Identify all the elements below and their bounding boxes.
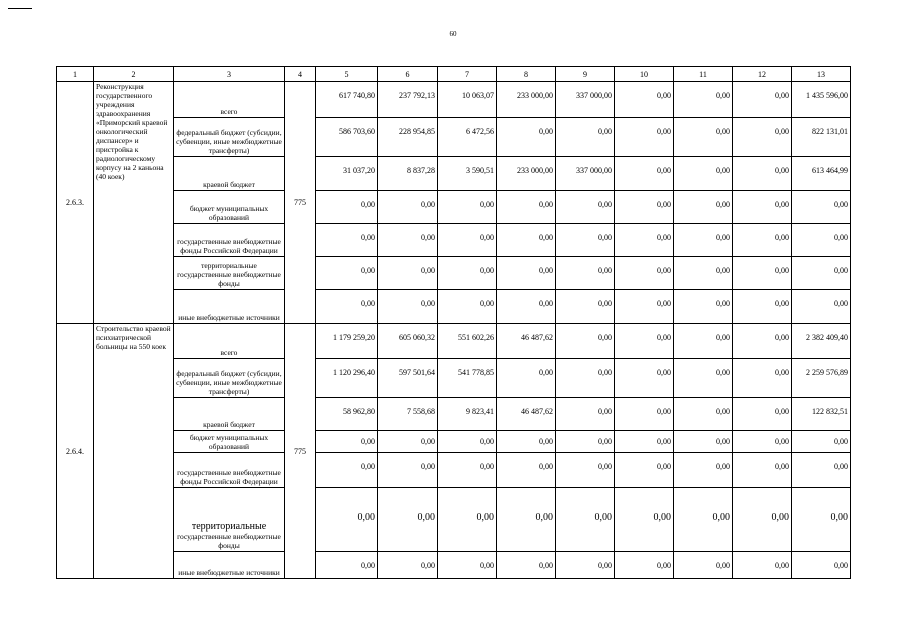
- table-row: [57, 82, 851, 118]
- value-cell: 3 590,51: [438, 157, 497, 191]
- value-cell: 2 382 409,40: [792, 324, 851, 359]
- value-cell: 0,00: [378, 488, 438, 552]
- value-cell: 0,00: [316, 191, 378, 224]
- funding-source: территориальные государственные внебюджетные фонды: [174, 257, 285, 290]
- value-cell: 0,00: [316, 431, 378, 453]
- funding-source-rest: государственные внебюджетные фонды: [177, 532, 281, 550]
- value-cell: 46 487,62: [497, 398, 556, 431]
- value-cell: 0,00: [497, 488, 556, 552]
- funding-source: иные внебюджетные источники: [174, 290, 285, 324]
- value-cell: 0,00: [438, 290, 497, 324]
- table-row: [57, 324, 851, 359]
- value-cell: 0,00: [733, 324, 792, 359]
- value-cell: 0,00: [615, 324, 674, 359]
- value-cell: 0,00: [674, 359, 733, 398]
- table-row: [57, 257, 851, 290]
- funding-source: государственные внебюджетные фонды Российской Федерации: [174, 224, 285, 257]
- value-cell: 0,00: [792, 290, 851, 324]
- value-cell: 0,00: [674, 290, 733, 324]
- value-cell: 0,00: [792, 224, 851, 257]
- value-cell: 0,00: [674, 552, 733, 579]
- value-cell: 0,00: [556, 224, 615, 257]
- value-cell: 0,00: [316, 453, 378, 488]
- value-cell: 0,00: [733, 118, 792, 157]
- value-cell: 58 962,80: [316, 398, 378, 431]
- budget-table: [56, 66, 851, 579]
- value-cell: 0,00: [674, 453, 733, 488]
- column-header: 6: [378, 67, 438, 82]
- value-cell: 541 778,85: [438, 359, 497, 398]
- funding-source: государственные внебюджетные фонды Российской Федерации: [174, 453, 285, 488]
- value-cell: 586 703,60: [316, 118, 378, 157]
- value-cell: 0,00: [497, 359, 556, 398]
- value-cell: 337 000,00: [556, 157, 615, 191]
- value-cell: 0,00: [733, 157, 792, 191]
- value-cell: 0,00: [615, 398, 674, 431]
- value-cell: 0,00: [615, 552, 674, 579]
- value-cell: 2 259 576,89: [792, 359, 851, 398]
- value-cell: 0,00: [556, 257, 615, 290]
- value-cell: 0,00: [316, 488, 378, 552]
- value-cell: 0,00: [615, 290, 674, 324]
- value-cell: 0,00: [378, 431, 438, 453]
- value-cell: 0,00: [438, 453, 497, 488]
- funding-source: федеральный бюджет (субсидии, субвенции, иные межбюджетные трансферты): [174, 118, 285, 157]
- item-name: Строительство краевой психиатрической больницы на 550 коек: [94, 324, 174, 579]
- table-row: [57, 488, 851, 552]
- funding-source: всего: [174, 324, 285, 359]
- funding-source: бюджет муниципальных образований: [174, 431, 285, 453]
- value-cell: 0,00: [497, 290, 556, 324]
- value-cell: 617 740,80: [316, 82, 378, 118]
- value-cell: 0,00: [615, 157, 674, 191]
- corner-mark: [8, 8, 32, 9]
- value-cell: 0,00: [378, 290, 438, 324]
- value-cell: 0,00: [316, 290, 378, 324]
- funding-source: бюджет муниципальных образований: [174, 191, 285, 224]
- table-row: [57, 552, 851, 579]
- value-cell: 0,00: [497, 431, 556, 453]
- value-cell: 228 954,85: [378, 118, 438, 157]
- value-cell: 1 179 259,20: [316, 324, 378, 359]
- item-code: 2.6.4.: [57, 324, 94, 579]
- value-cell: 0,00: [615, 257, 674, 290]
- value-cell: 0,00: [556, 431, 615, 453]
- value-cell: 0,00: [556, 398, 615, 431]
- column-header: 3: [174, 67, 285, 82]
- value-cell: 337 000,00: [556, 82, 615, 118]
- value-cell: 597 501,64: [378, 359, 438, 398]
- value-cell: 0,00: [733, 431, 792, 453]
- value-cell: 122 832,51: [792, 398, 851, 431]
- column-header: 13: [792, 67, 851, 82]
- page-number: 60: [449, 30, 457, 38]
- header-row: [57, 67, 851, 82]
- value-cell: 822 131,01: [792, 118, 851, 157]
- value-cell: 0,00: [733, 488, 792, 552]
- value-cell: 0,00: [674, 257, 733, 290]
- value-cell: 0,00: [497, 118, 556, 157]
- value-cell: 0,00: [615, 118, 674, 157]
- value-cell: 0,00: [556, 191, 615, 224]
- column-header: 2: [94, 67, 174, 82]
- value-cell: 0,00: [438, 224, 497, 257]
- value-cell: 237 792,13: [378, 82, 438, 118]
- funding-source: всего: [174, 82, 285, 118]
- value-cell: 0,00: [792, 552, 851, 579]
- value-cell: 0,00: [316, 552, 378, 579]
- value-cell: 0,00: [792, 431, 851, 453]
- column-header: 5: [316, 67, 378, 82]
- value-cell: 0,00: [792, 191, 851, 224]
- value-cell: 0,00: [792, 488, 851, 552]
- value-cell: 0,00: [378, 552, 438, 579]
- value-cell: 0,00: [556, 118, 615, 157]
- value-cell: 0,00: [674, 157, 733, 191]
- value-cell: 0,00: [674, 191, 733, 224]
- table-row: [57, 157, 851, 191]
- value-cell: 0,00: [733, 82, 792, 118]
- column-header: 4: [285, 67, 316, 82]
- value-cell: 0,00: [733, 552, 792, 579]
- item-code: 2.6.3.: [57, 82, 94, 324]
- value-cell: 7 558,68: [378, 398, 438, 431]
- value-cell: 0,00: [316, 257, 378, 290]
- table-row: [57, 224, 851, 257]
- value-cell: 0,00: [556, 552, 615, 579]
- column-header: 10: [615, 67, 674, 82]
- value-cell: 8 837,28: [378, 157, 438, 191]
- value-cell: 0,00: [733, 191, 792, 224]
- value-cell: 0,00: [615, 224, 674, 257]
- value-cell: 0,00: [556, 359, 615, 398]
- value-cell: 613 464,99: [792, 157, 851, 191]
- value-cell: 0,00: [438, 431, 497, 453]
- value-cell: 0,00: [674, 324, 733, 359]
- value-cell: 0,00: [378, 453, 438, 488]
- value-cell: 10 063,07: [438, 82, 497, 118]
- value-cell: 0,00: [615, 359, 674, 398]
- value-cell: 0,00: [615, 191, 674, 224]
- value-cell: 0,00: [733, 453, 792, 488]
- funding-source: иные внебюджетные источники: [174, 552, 285, 579]
- column-header: 7: [438, 67, 497, 82]
- value-cell: 0,00: [733, 398, 792, 431]
- value-cell: 1 435 596,00: [792, 82, 851, 118]
- value-cell: 0,00: [556, 453, 615, 488]
- value-cell: 0,00: [556, 488, 615, 552]
- column-header: 1: [57, 67, 94, 82]
- value-cell: 233 000,00: [497, 82, 556, 118]
- value-cell: 0,00: [438, 552, 497, 579]
- value-cell: 0,00: [316, 224, 378, 257]
- table-row: [57, 290, 851, 324]
- value-cell: 0,00: [674, 431, 733, 453]
- value-cell: 0,00: [615, 488, 674, 552]
- value-cell: 0,00: [497, 453, 556, 488]
- value-cell: 1 120 296,40: [316, 359, 378, 398]
- column-header: 9: [556, 67, 615, 82]
- value-cell: 0,00: [497, 191, 556, 224]
- value-cell: 233 000,00: [497, 157, 556, 191]
- value-cell: 46 487,62: [497, 324, 556, 359]
- value-cell: 31 037,20: [316, 157, 378, 191]
- table-row: [57, 398, 851, 431]
- value-cell: 0,00: [378, 191, 438, 224]
- column-header: 11: [674, 67, 733, 82]
- value-cell: 0,00: [556, 290, 615, 324]
- table-row: [57, 191, 851, 224]
- value-cell: 0,00: [378, 224, 438, 257]
- value-cell: 0,00: [792, 453, 851, 488]
- column-header: 8: [497, 67, 556, 82]
- value-cell: 0,00: [674, 82, 733, 118]
- funding-source: краевой бюджет: [174, 398, 285, 431]
- value-cell: 0,00: [733, 257, 792, 290]
- table-row: [57, 453, 851, 488]
- column-header: 12: [733, 67, 792, 82]
- value-cell: 551 602,26: [438, 324, 497, 359]
- value-cell: 0,00: [438, 257, 497, 290]
- value-cell: 0,00: [733, 290, 792, 324]
- value-cell: 0,00: [556, 324, 615, 359]
- value-cell: 0,00: [733, 224, 792, 257]
- table-row: [57, 431, 851, 453]
- funding-source: [174, 488, 285, 552]
- value-cell: 9 823,41: [438, 398, 497, 431]
- value-cell: 0,00: [497, 257, 556, 290]
- funding-source-lead: территориальные: [191, 521, 267, 532]
- funding-source: краевой бюджет: [174, 157, 285, 191]
- value-cell: 0,00: [733, 359, 792, 398]
- value-cell: 0,00: [438, 191, 497, 224]
- table-row: [57, 118, 851, 157]
- funding-source: федеральный бюджет (субсидии, субвенции, иные межбюджетные трансферты): [174, 359, 285, 398]
- grbs-code: 775: [285, 324, 316, 579]
- value-cell: 0,00: [615, 453, 674, 488]
- value-cell: 0,00: [674, 398, 733, 431]
- value-cell: 0,00: [615, 82, 674, 118]
- value-cell: 0,00: [497, 224, 556, 257]
- value-cell: 0,00: [438, 488, 497, 552]
- value-cell: 0,00: [674, 488, 733, 552]
- value-cell: 0,00: [792, 257, 851, 290]
- value-cell: 0,00: [378, 257, 438, 290]
- value-cell: 0,00: [497, 552, 556, 579]
- value-cell: 605 060,32: [378, 324, 438, 359]
- item-name: Реконструкция государственного учреждения здравоохранения «Приморский краевой онкологический диспансер» и пристройка к радиологическому корпусу на 2 каньона (40 коек): [94, 82, 174, 324]
- value-cell: 0,00: [674, 118, 733, 157]
- grbs-code: 775: [285, 82, 316, 324]
- value-cell: 0,00: [674, 224, 733, 257]
- value-cell: 0,00: [615, 431, 674, 453]
- table-row: [57, 359, 851, 398]
- value-cell: 6 472,56: [438, 118, 497, 157]
